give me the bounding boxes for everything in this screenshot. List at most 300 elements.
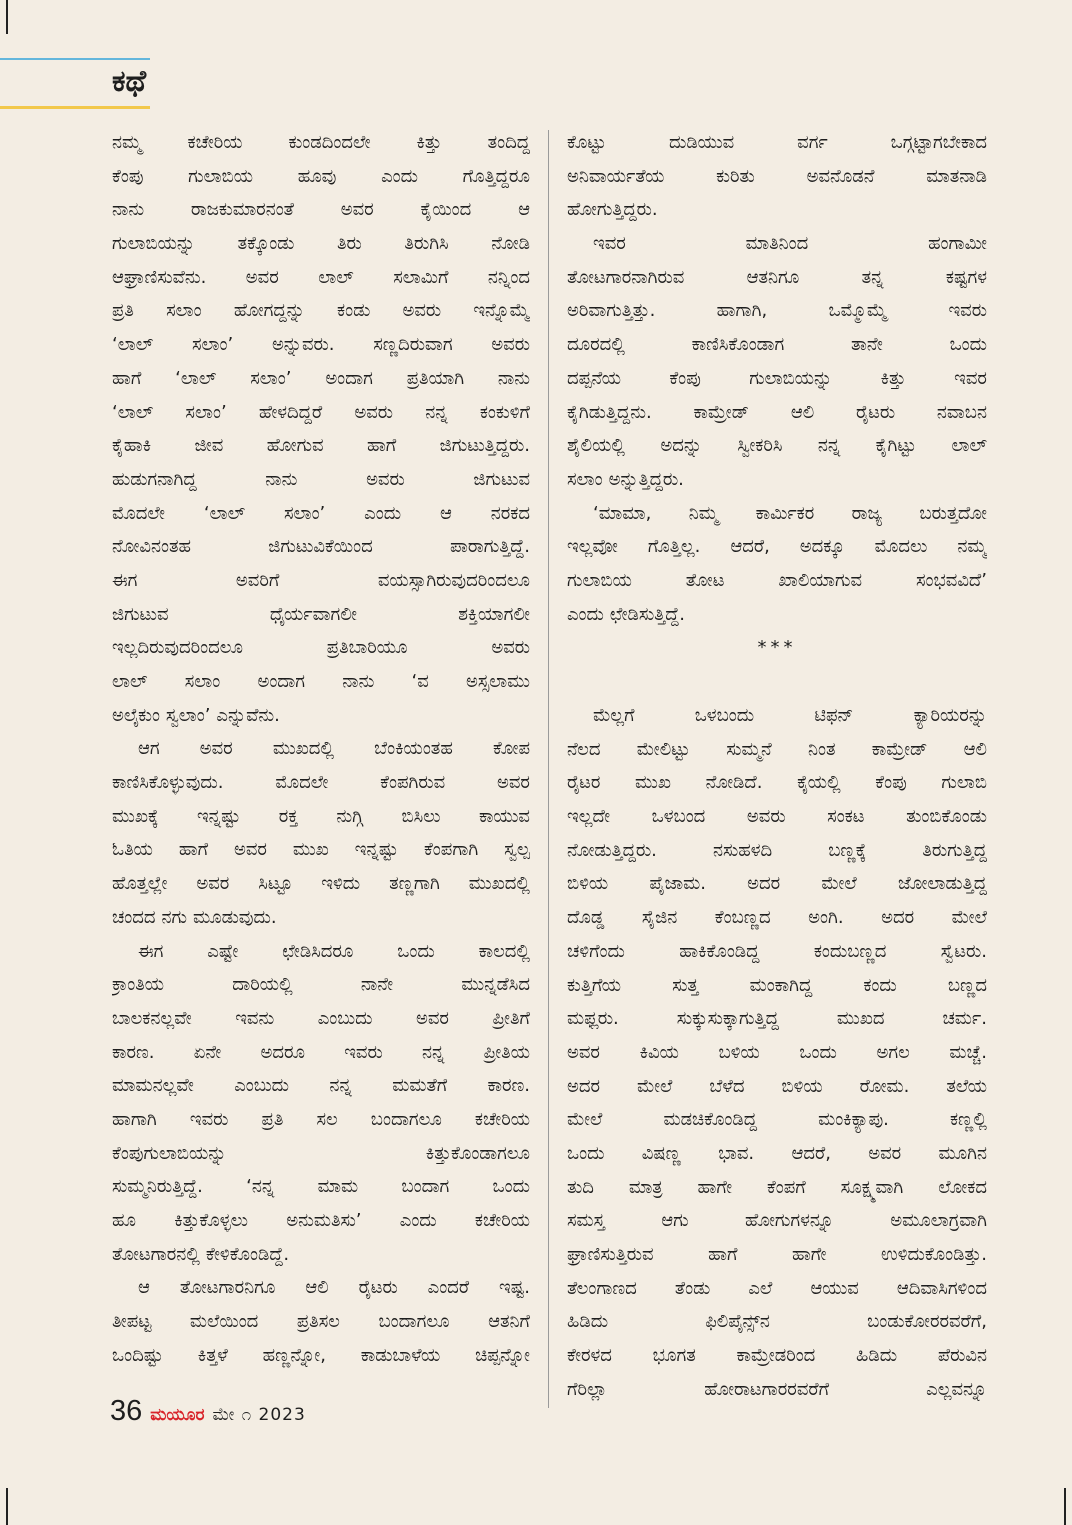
word: ಹೋಗುತ್ತಿದ್ದರು. bbox=[567, 199, 658, 221]
word: ಮೇಲೆ bbox=[636, 1075, 673, 1097]
text-line bbox=[567, 598, 987, 632]
text-line bbox=[567, 193, 987, 227]
text-line bbox=[567, 126, 987, 160]
word: ಕ್ರಾಂತಿಯ bbox=[112, 974, 165, 996]
word: ಕೈಗಿಡುತ್ತಿದ್ದನು. bbox=[567, 401, 652, 423]
word: ಏನೇ bbox=[193, 1041, 222, 1063]
word: ನವಾಬನ bbox=[936, 401, 987, 423]
word: ಸಲ bbox=[316, 1108, 338, 1130]
word: ನೋವಿನಂತಹ bbox=[112, 536, 192, 558]
word: ಫಿಲಿಪೈನ್ಸ್‌ನ bbox=[705, 1311, 770, 1333]
word: ಗುಲಾಬಿಯನ್ನು bbox=[112, 233, 196, 255]
word: ಒಳಬಂದ bbox=[651, 806, 706, 828]
text-line bbox=[112, 227, 530, 261]
word: ಪಾರಾಗುತ್ತಿದ್ದೆ. bbox=[449, 536, 530, 558]
text-line bbox=[112, 362, 530, 396]
word: ಚಂದದ bbox=[112, 906, 156, 928]
word: ಇವರು bbox=[189, 1108, 229, 1130]
word: ಸಲಾಂ bbox=[166, 300, 202, 322]
word: ಸಲಾಂ bbox=[567, 468, 603, 490]
word: ಹಾಗೆ bbox=[708, 1244, 738, 1265]
word: ಸಣ್ಣದಿರುವಾಗ bbox=[373, 334, 453, 356]
text-line bbox=[567, 1103, 987, 1137]
text-line bbox=[112, 833, 530, 867]
word: ಮುಖ bbox=[635, 772, 671, 794]
word: ಹಾಗೆ bbox=[366, 435, 397, 457]
word: ತಣ್ಣಗಾಗಿ bbox=[389, 873, 440, 895]
word: ನೆಲದ bbox=[567, 738, 601, 760]
word: ಮುಖದಲ್ಲಿ bbox=[272, 738, 335, 760]
word: ಮಫ್ಲರು. bbox=[567, 1008, 619, 1030]
word: ಬಿಳಿಯ bbox=[567, 873, 609, 895]
word: ನನ್ನ bbox=[425, 401, 448, 423]
word: ಕೆಂಪು bbox=[669, 367, 701, 389]
word: ಸ್ವೀಕರಿಸಿ bbox=[737, 435, 783, 457]
text-line bbox=[567, 800, 987, 834]
word: ಆದರೆ, bbox=[791, 1142, 831, 1164]
word: ಧೈರ್ಯವಾಗಲೀ bbox=[269, 603, 357, 625]
text-line bbox=[567, 362, 987, 396]
text-line bbox=[567, 530, 987, 564]
text-line bbox=[112, 328, 530, 362]
word: ಒಂದು bbox=[492, 1176, 530, 1198]
text-line bbox=[567, 497, 987, 531]
word: ಪ್ರೀತಿಗೆ bbox=[492, 1007, 530, 1029]
word: ಕಿತ್ತು bbox=[416, 132, 442, 153]
word: ಸಲಾಂ’ bbox=[284, 502, 326, 524]
left-column bbox=[112, 126, 530, 1372]
word: ಲಾಲ್ bbox=[318, 266, 354, 288]
word: ಭೂಗತ bbox=[652, 1345, 696, 1367]
text-line bbox=[567, 328, 987, 362]
word: ಎಷ್ಟೇ bbox=[207, 940, 239, 962]
word: ಒಗ್ಗಟ್ಟಾಗಬೇಕಾದ bbox=[890, 132, 987, 153]
word: ಓತಿಯ bbox=[112, 839, 153, 861]
word: ವಿಷಣ್ಣ bbox=[641, 1142, 681, 1164]
word: ಕಾಡುಬಾಳೆಯ bbox=[360, 1344, 441, 1366]
word: ಹೋಗುಗಳನ್ನೂ bbox=[745, 1210, 834, 1232]
word: ಅವರ bbox=[245, 266, 279, 288]
word: ಪ್ರತಿಸಲ bbox=[296, 1311, 340, 1333]
word: ಕೆಂಪಗಿರುವ bbox=[380, 772, 446, 794]
word: ಹಾಗೇ bbox=[697, 1176, 733, 1198]
word: ಇವನು bbox=[235, 1007, 275, 1029]
word: ತೀಪಟ್ಟ bbox=[112, 1311, 152, 1333]
text-line bbox=[112, 699, 530, 733]
word: ಸಿಟ್ಟೂ bbox=[258, 873, 293, 895]
text-line bbox=[112, 968, 530, 1002]
word: ಬಂದಾಗಲೂ bbox=[378, 1311, 450, 1333]
word: ಚಿಪ್ಪನ್ನೋ bbox=[475, 1344, 530, 1366]
word: ಕುರಿತು bbox=[716, 165, 755, 187]
word: ನಗು bbox=[161, 906, 188, 928]
word: ಅವರು bbox=[746, 806, 786, 828]
word: ಅವರು bbox=[366, 468, 405, 490]
word: ಹಂಗಾಮೀ bbox=[928, 233, 987, 255]
word: ಅನ್ನುವರು. bbox=[271, 334, 335, 356]
word: ‘ನನ್ನ bbox=[246, 1176, 275, 1198]
word: ಕಿತ್ತಳೆ bbox=[197, 1344, 228, 1366]
word: ‘ವ bbox=[411, 671, 429, 692]
text-line bbox=[112, 1069, 530, 1103]
text-line bbox=[112, 766, 530, 800]
text-line bbox=[567, 261, 987, 295]
word: ಹಣ್ಣನ್ನೋ, bbox=[262, 1344, 326, 1366]
word: ಅವರು bbox=[402, 300, 442, 322]
word: ನಾನು bbox=[342, 671, 375, 692]
word: ಎಂಬುದು bbox=[317, 1007, 373, 1029]
word: ಲಾಲ್ bbox=[112, 671, 148, 692]
word: ತುಂಬಿಕೊಂಡು bbox=[906, 806, 987, 828]
word: ಅವರ bbox=[234, 839, 267, 861]
word: ಕಂದು bbox=[863, 974, 897, 996]
word: ನಮ್ಮ bbox=[957, 536, 987, 558]
word: ವರ್ಗ bbox=[797, 132, 828, 153]
word: ‘ಲಾಲ್ bbox=[112, 334, 154, 356]
text-line bbox=[112, 1103, 530, 1137]
word: ಪ್ರತಿ bbox=[112, 300, 134, 322]
word: ಕಾಣಿಸಿಕೊಂಡಾಗ bbox=[691, 334, 785, 356]
word: ಬಂದಾಗಲೂ bbox=[370, 1108, 442, 1130]
word: ಕಾರಣ. bbox=[487, 1075, 530, 1097]
text-line bbox=[112, 935, 530, 969]
word: ಆಗು bbox=[661, 1210, 689, 1232]
text-line bbox=[112, 1204, 530, 1238]
text-line bbox=[567, 733, 987, 767]
word: ಅವರು bbox=[491, 334, 530, 356]
text-line bbox=[112, 1170, 530, 1204]
word: ಕೈಗಿಟ್ಟು bbox=[875, 435, 917, 457]
text-line bbox=[112, 1305, 530, 1339]
word: ನೋಡಿ bbox=[491, 233, 530, 255]
word: ಹೋಗದ್ದನ್ನು bbox=[233, 300, 305, 322]
word: ಅದರ bbox=[747, 873, 781, 895]
word: ಅಂಗಿ. bbox=[808, 907, 844, 929]
word: ಸ್ವೆಟರು. bbox=[940, 940, 987, 962]
text-line bbox=[112, 665, 530, 699]
word: ನನ್ನ bbox=[329, 1075, 352, 1097]
word: ಹೋಗುವ bbox=[266, 435, 324, 457]
word: ಅವರ bbox=[868, 1142, 902, 1164]
word: ಮೂಗಿನ bbox=[938, 1142, 987, 1164]
word: ಮಂಕಾಗಿದ್ದ bbox=[749, 974, 813, 996]
word: ಬಾಲಕನಲ್ಲವೇ bbox=[112, 1007, 192, 1029]
word: ತೋಟಗಾರನಾಗಿರುವ bbox=[567, 266, 685, 288]
word: ಎಂದರೆ bbox=[427, 1277, 470, 1299]
text-line bbox=[112, 598, 530, 632]
word: ತೋಟಗಾರನಿಗೂ bbox=[179, 1277, 276, 1299]
word: ಕೆಂಪು bbox=[112, 165, 144, 187]
word: ಲೋಕದ bbox=[938, 1176, 987, 1198]
word: ಗುಲಾಬಿಯ bbox=[188, 165, 254, 187]
word: ಮುಖ bbox=[292, 839, 329, 861]
word: ಹಾಗೆ bbox=[178, 839, 209, 861]
word: ದಪ್ಪನೆಯ bbox=[567, 367, 621, 389]
word: ಸ್ವಲಾಂ’ bbox=[165, 704, 211, 726]
word: ಆ bbox=[439, 502, 452, 524]
word: ಪೆರುವಿನ bbox=[937, 1345, 987, 1367]
word: ಪ್ರತಿಬಾರಿಯೂ bbox=[326, 637, 408, 659]
word: ಶೈಲಿಯಲ್ಲಿ bbox=[567, 435, 625, 457]
word: ಹುಡುಗನಾಗಿದ್ದ bbox=[112, 468, 197, 490]
text-line bbox=[567, 1305, 987, 1339]
word: ನನ್ನ bbox=[817, 435, 841, 457]
text-line bbox=[567, 1238, 987, 1272]
word: ಮೊದಲು bbox=[874, 536, 928, 558]
word: ಆಘ್ರಾಣಿಸುವೆನು. bbox=[112, 266, 207, 288]
word: ಕುಂಡದಿಂದಲೇ bbox=[288, 132, 371, 153]
text-line bbox=[112, 1271, 530, 1305]
word: ಗುಲಾಬಿಯನ್ನು bbox=[749, 367, 833, 389]
word: ‘ಮಾಮಾ, bbox=[593, 502, 652, 524]
word: ಹಾಗಾಗಿ bbox=[112, 1108, 157, 1130]
word: ಇಷ್ಟ. bbox=[499, 1277, 530, 1299]
text-line bbox=[112, 1002, 530, 1036]
word: ಜಿಗುಟುತ್ತಿದ್ದರು. bbox=[439, 435, 530, 457]
word: ಬರುತ್ತದೋ bbox=[919, 502, 987, 524]
word: ಮೇಲೆ bbox=[567, 1109, 603, 1131]
word: ದೂರದಲ್ಲಿ bbox=[567, 334, 625, 356]
word: ಸುತ್ತ bbox=[672, 974, 699, 996]
word: ಕಾರಣ. bbox=[112, 1041, 155, 1063]
word: ಜಿಗುಟುವ bbox=[112, 603, 169, 625]
word: ಇವರ bbox=[954, 367, 987, 389]
word: ಅದರೂ bbox=[260, 1041, 305, 1063]
text-line bbox=[112, 126, 530, 160]
word: ಸಲಾಂ’ bbox=[191, 334, 234, 356]
word: ಅವರು bbox=[354, 401, 394, 423]
word: ಇನ್ನೊಮ್ಮೆ bbox=[473, 300, 530, 322]
word: ಪ್ರತಿಯಾಗಿ bbox=[406, 367, 465, 389]
text-line bbox=[112, 867, 530, 901]
word: ಎಂದು bbox=[364, 502, 402, 524]
page-footer bbox=[110, 1393, 306, 1429]
text-line bbox=[567, 1339, 987, 1373]
word: ಆತನಿಗೂ bbox=[746, 266, 800, 288]
word: ಮಾಮ bbox=[317, 1176, 359, 1198]
word: ‘ಲಾಲ್ bbox=[112, 401, 154, 423]
word: ಸಂಕಟ bbox=[827, 806, 865, 828]
word: ಕಿತ್ತುಕೊಳ್ಳಲು bbox=[174, 1210, 249, 1231]
word: ಮುನ್ನಡೆಸಿದ bbox=[461, 974, 530, 996]
word: ಬಣ್ಣದ bbox=[947, 974, 987, 996]
word: ಒಂದು bbox=[949, 334, 987, 356]
word: ಛೇಡಿಸಿದರೂ bbox=[282, 940, 354, 962]
text-line bbox=[567, 901, 987, 935]
word: ಜಿಗುಟುವಿಕೆಯಿಂದ bbox=[268, 536, 373, 558]
section-rule-yellow bbox=[0, 106, 150, 109]
word: ಮಚ್ಚೆ. bbox=[949, 1041, 987, 1063]
text-line bbox=[567, 1002, 987, 1036]
word: ಗುಲಾಬಿಯ bbox=[567, 569, 632, 591]
word: ಎಲೆ bbox=[748, 1277, 773, 1299]
word: ಬಿಳಿಯ bbox=[781, 1075, 823, 1097]
word: ರಕ್ತ bbox=[278, 805, 298, 827]
word: ನೋಡುತ್ತಿದ್ದರು. bbox=[567, 839, 657, 861]
word: ಹಾಗೆ bbox=[112, 367, 142, 389]
word: ಮಲೆಯಿಂದ bbox=[189, 1311, 259, 1333]
word: ಉಳಿದುಕೊಂಡಿತ್ತು. bbox=[881, 1244, 987, 1265]
word: ಕಾಲದಲ್ಲಿ bbox=[478, 940, 530, 962]
word: ಸಲಾಂ’ bbox=[185, 401, 227, 423]
word: ರಾಜಕುಮಾರನಂತೆ bbox=[190, 199, 294, 221]
word: ಕ್ಯಾರಿಯರನ್ನು bbox=[913, 705, 987, 726]
word: ಬಿಸಿಲು bbox=[401, 805, 441, 827]
word: ಇಲ್ಲದಿರುವುದರಿಂದಲೂ bbox=[112, 637, 243, 659]
text-line bbox=[112, 294, 530, 328]
word: ಅಲೈಕುಂ bbox=[112, 704, 160, 726]
word: ಮೇಲೆ bbox=[951, 907, 987, 929]
word: ಎಂಬುದು bbox=[234, 1075, 290, 1097]
word: ಮುಖಕ್ಕೆ bbox=[112, 805, 159, 827]
section-title: ಕಥೆ bbox=[112, 64, 147, 99]
word: ಜೋಲಾಡುತ್ತಿದ್ದ bbox=[897, 873, 987, 895]
word: ಹಿಡಿದು bbox=[856, 1345, 898, 1367]
word: ಮೇಲೆ bbox=[821, 873, 857, 895]
word: ಕಾಮ್ರೇಡ್ bbox=[871, 738, 928, 760]
word: ಕೇರಳದ bbox=[567, 1345, 612, 1367]
text-line bbox=[567, 1272, 987, 1306]
text-line bbox=[112, 463, 530, 497]
word: ಮಾಮನಲ್ಲವೇ bbox=[112, 1075, 194, 1097]
word: ‘ಲಾಲ್ bbox=[203, 502, 246, 524]
word: ಸ್ವಲ್ಪ bbox=[504, 839, 530, 861]
text-line bbox=[567, 463, 987, 497]
word: ಮೊದಲೇ bbox=[275, 772, 329, 794]
word: ತೋಟಗಾರನಲ್ಲಿ bbox=[112, 1243, 200, 1265]
text-line bbox=[567, 699, 987, 733]
crop-mark-top-left bbox=[6, 0, 8, 34]
word: ಈಗ bbox=[112, 569, 138, 591]
word: ಕಷ್ಟಗಳ bbox=[945, 266, 987, 288]
word: ಅಸ್ಸಲಾಮು bbox=[465, 671, 530, 692]
word: ಮಾತಿನಿಂದ bbox=[745, 233, 809, 255]
text-line bbox=[112, 396, 530, 430]
text-line bbox=[567, 1036, 987, 1070]
word: ಬಣ್ಣಕ್ಕೆ bbox=[828, 839, 867, 861]
word: ಎನ್ನುವೆನು. bbox=[216, 704, 280, 726]
word: ಆಲಿ bbox=[963, 738, 987, 760]
word: ದೊಡ್ಡ bbox=[567, 907, 605, 929]
word: ಇವರು bbox=[948, 300, 987, 322]
word: ಕುತ್ತಿಗೆಯ bbox=[567, 974, 622, 996]
word: ಸೂಕ್ಷ್ಮವಾಗಿ bbox=[840, 1176, 904, 1198]
text-line bbox=[567, 429, 987, 463]
text-line bbox=[112, 497, 530, 531]
text-line bbox=[567, 1137, 987, 1171]
word: ತಿರು bbox=[336, 233, 362, 255]
word: ಅವರ bbox=[415, 1007, 449, 1029]
word: ಅದರ bbox=[567, 1075, 601, 1097]
word: ಇನ್ನಷ್ಟು bbox=[196, 805, 241, 827]
word: ಕೈಯಿಂದ bbox=[420, 199, 472, 221]
word: ಅವರ bbox=[199, 738, 233, 760]
word: ರೈಟರು bbox=[358, 1277, 398, 1299]
word: ಅನಿವಾರ್ಯತೆಯ bbox=[567, 165, 665, 187]
word: ತೆಲಂಗಾಣದ bbox=[567, 1277, 637, 1299]
text-line bbox=[112, 564, 530, 598]
word: ತಂದಿದ್ದ bbox=[487, 132, 530, 153]
word: ಕಾಮ್ರೇಡರಿಂದ bbox=[736, 1345, 816, 1367]
word: ಕೈಹಾಕಿ bbox=[112, 435, 152, 457]
word: ಪೈಜಾಮ. bbox=[649, 873, 706, 895]
text-line bbox=[567, 160, 987, 194]
word: ಕೋಪ bbox=[492, 738, 530, 760]
word: ಅದರ bbox=[881, 907, 915, 929]
word: ತುದಿ bbox=[567, 1176, 594, 1198]
word: ಅಂದಾಗ bbox=[325, 367, 373, 389]
word: ಒಂದಿಷ್ಟು bbox=[112, 1344, 163, 1366]
word: ಮೊದಲೇ bbox=[112, 502, 165, 524]
word: ಅಗಲ bbox=[876, 1041, 910, 1063]
word: ಅನುಮತಿಸು’ bbox=[286, 1210, 362, 1231]
word: ಮಮತೆಗೆ bbox=[392, 1075, 448, 1097]
word: ಚಳಿಗೆಂದು bbox=[567, 940, 625, 962]
word: ಮೆಲ್ಲಗೆ bbox=[593, 705, 635, 726]
word: ಒಂದು bbox=[567, 1142, 605, 1164]
word: ಎಂದು bbox=[381, 165, 418, 187]
text-line bbox=[112, 1339, 530, 1373]
word: ಅವರು bbox=[491, 637, 530, 659]
word: ಅವನೊಡನೆ bbox=[806, 165, 875, 187]
word: ತಕ್ಕೊಂಡು bbox=[237, 233, 295, 255]
word: ಆದಿವಾಸಿಗಳಿಂದ bbox=[896, 1277, 987, 1299]
word: ತನ್ನ bbox=[861, 266, 884, 288]
word: ಲಾಲ್ bbox=[951, 435, 987, 457]
word: ಮಾತ್ರ bbox=[628, 1176, 663, 1198]
word: ಇಲ್ಲವೋ bbox=[567, 536, 618, 558]
word: ನಾನು bbox=[265, 468, 298, 490]
word: ವಯಸ್ಸಾಗಿರುವುದರಿಂದಲೂ bbox=[377, 569, 530, 591]
magazine-logo: ಮಯೂರ bbox=[150, 1405, 205, 1425]
text-line bbox=[112, 1238, 530, 1272]
word: ಜಿಗುಟುವ bbox=[473, 468, 530, 490]
word: ಸೈಜಿನ bbox=[641, 907, 678, 929]
word: ಅವರಿಗೆ bbox=[235, 569, 280, 591]
paragraph-gap bbox=[567, 665, 987, 699]
word: ಹಿಡಿದು bbox=[567, 1311, 609, 1333]
text-line bbox=[567, 1070, 987, 1104]
word: ಅನ್ನುತ್ತಿದ್ದರು. bbox=[608, 468, 684, 490]
word: ಸಲಾಂ’ bbox=[250, 367, 292, 389]
word: ಬಳಿಯ bbox=[718, 1041, 760, 1063]
word: ಇಳಿದು bbox=[321, 873, 361, 895]
text-line bbox=[112, 530, 530, 564]
word: ಒಂದು bbox=[397, 940, 435, 962]
section-rule-blue bbox=[0, 58, 150, 60]
word: ತಿರುಗಿಸಿ bbox=[404, 233, 449, 255]
word: ಮಂಕಿಕ್ಯಾಪು. bbox=[818, 1109, 889, 1131]
word: ಹಾಕಿಕೊಂಡಿದ್ದ bbox=[679, 940, 760, 962]
word: ಅದನ್ನು bbox=[660, 435, 702, 457]
word: ಸಲಾಂ bbox=[184, 671, 221, 692]
word: ರೋಮ. bbox=[859, 1075, 910, 1097]
word: ಕಾಮ್ರೇಡ್ bbox=[693, 401, 750, 423]
word: ಟಿಫನ್ bbox=[814, 705, 854, 726]
page-number: 36 bbox=[110, 1395, 143, 1427]
word: ಕಂದುಬಣ್ಣದ bbox=[813, 940, 887, 962]
word: ಕೆಂಪುಗುಲಾಬಿಯನ್ನು bbox=[112, 1142, 227, 1164]
word: ರೈಟರ bbox=[567, 772, 601, 794]
word: ನಾನು bbox=[112, 199, 145, 221]
word: ಹೋರಾಟಗಾರರವರೆಗೆ bbox=[704, 1378, 830, 1400]
issue-date: ಮೇ ೧ 2023 bbox=[212, 1405, 306, 1425]
word: ಆಲಿ bbox=[305, 1277, 329, 1299]
text-line bbox=[567, 834, 987, 868]
word: ಅವರ bbox=[340, 199, 374, 221]
word: ಅವರ bbox=[567, 1041, 600, 1063]
word: ಹಾಗೇ bbox=[791, 1244, 827, 1265]
